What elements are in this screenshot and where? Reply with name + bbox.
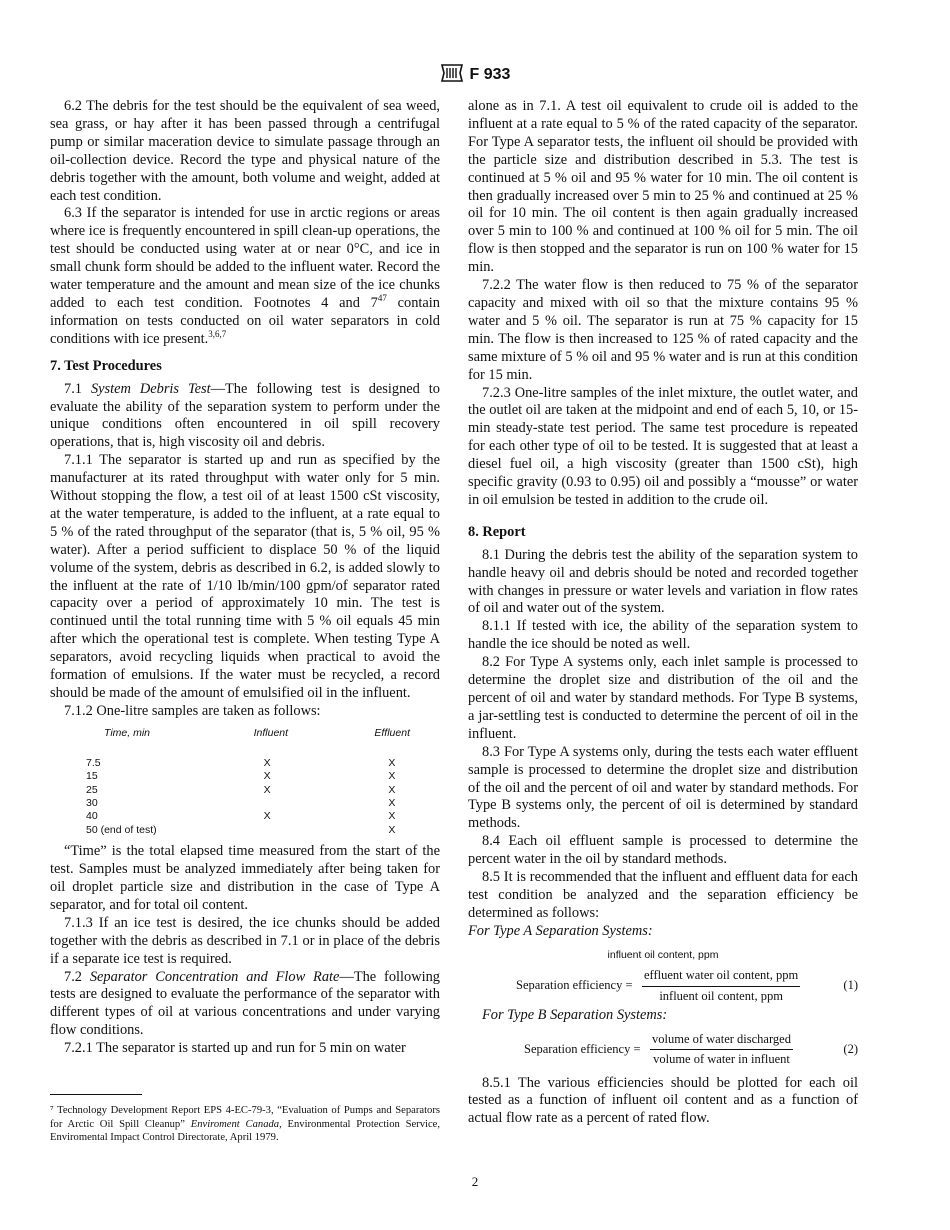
para-8-1: 8.1 During the debris test the ability of the separation system to handle heavy oil and debris should be noted and recorded together with changes in pressure or water levels and variation in flow rates of oil and water out of the system. [468, 546, 858, 617]
para-7-1-1: 7.1.1 The separator is started up and run as specified by the manufacturer at its rated throughput with water only for 5 min. Without stopping the flow, a test oil of at least 1500 cSt viscosity, at the water temperature, is added to the influent, at a rate equal to 5 % of the rated throughput of the separator (that is, 5 % oil, 95 % water). After a period sufficient to displace 50 % of the liquid volume of the system, debris as described in 6.2, is added slowly to the influent at the rate of 1/10 lb/min/100 gpm/of separator rated capacity over a period of approximately 10 min. The test is continued until the total running time with 5 % oil equals 45 min after which the operational test is complete. When testing Type A separators, avoid recycling liquids when practical to avoid the formation of emulsions. If the water must be recycled, a record should be made of the amount of emulsified oil in the influent. [50, 452, 440, 701]
astm-logo-icon [440, 63, 464, 83]
page-number: 2 [471, 1174, 479, 1189]
section-8-heading: 8. Report [468, 523, 526, 540]
para-8-5-1: 8.5.1 The various efficiencies should be plotted for each oil tested as a function of influent oil content and as a function of actual flow rate as a percent of rated flow. [468, 1074, 858, 1127]
para-7-2: 7.2 Separator Concentration and Flow Rate—The following tests are designed to evaluate the performance of the separator with different types of oil at various concentrations and under varying flow conditions. [50, 968, 440, 1039]
para-8-5: 8.5 It is recommended that the influent and effluent data for each test condition be analyzed and the separation efficiency be determined as follows: [468, 869, 858, 921]
equation-2-fraction [650, 1031, 793, 1070]
equation-2-number: (2) [843, 1041, 858, 1056]
table-row: 40 X X [86, 810, 396, 823]
right-column [468, 98, 858, 1128]
equation-2-denominator: volume of water in influent [653, 1052, 790, 1067]
designation: F 933 [469, 66, 511, 83]
equation-1-numerator: effluent water oil content, ppm [642, 967, 800, 987]
table-header-effluent: Effluent [374, 726, 410, 739]
table-row: 15 X X [86, 770, 396, 783]
table-header-influent: Influent [253, 726, 289, 739]
equation-1-denominator: influent oil content, ppm [659, 988, 783, 1003]
footnote-divider [50, 1094, 142, 1095]
para-7-1-3: 7.1.3 If an ice test is desired, the ice chunks should be added together with the debris as described in 7.1 or in place of the debris if a separate ice test is required. [50, 914, 440, 967]
left-column [50, 98, 440, 1058]
table-row: 30 X [86, 796, 396, 809]
para-6-2: 6.2 The debris for the test should be the equivalent of sea weed, sea grass, or hay after it has been passed through a centrifugal pump or similar maceration device to simulate passage through an oil-collection device. Record the type and physical nature of the debris together with the amount, both volume and weight, added at each test condition. [50, 98, 440, 204]
para-7-2-1-start: 7.2.1 The separator is started up and run for 5 min on water [64, 1040, 406, 1057]
table-row: 7.5 X X [86, 756, 396, 769]
para-8-1-1: 8.1.1 If tested with ice, the ability of the separation system to handle the ice should be noted as well. [468, 618, 858, 653]
equation-2-numerator: volume of water discharged [650, 1031, 793, 1051]
type-b-label: For Type B Separation Systems: [482, 1006, 668, 1023]
page-header [0, 63, 950, 84]
type-a-label: For Type A Separation Systems: [468, 922, 653, 939]
table-header-time: Time, min [104, 726, 150, 739]
para-8-3: 8.3 For Type A systems only, during the tests each water effluent sample is processed to determine the droplet size and distribution of the oil and the percent of oil and water by standard methods. For Type B systems only, the percent of oil is determined by standard methods. [468, 743, 858, 832]
equation-1 [468, 967, 858, 1003]
table-row: 25 X X [86, 783, 396, 796]
equation-2-lhs: Separation efficiency = [524, 1041, 641, 1056]
sample-table [50, 725, 410, 837]
para-7-2-1-cont: alone as in 7.1. A test oil equivalent to crude oil is added to the influent at a rate equal to 5 % of the rated capacity of the separator. For Type A separator tests, the influent oil should be provided with the particle size and distribution described in 5.3. The test is continued at 5 % oil and 95 % water for 10 min. The oil content is then gradually increased over 5 min to 25 % and continued at 25 % oil for 10 min. The oil content is then again gradually increased over 5 min to 100 % and continued at 100 % oil for 5 min. The oil flow is then stopped and the separator is run on 100 % water for 15 min. [468, 98, 858, 276]
para-7-1: 7.1 System Debris Test—The following test is designed to evaluate the ability of the separation system to perform under the unique conditions often encountered in oil spill recovery operations, that is, high viscosity oil and debris. [50, 380, 440, 451]
footnote-7: ⁷ Technology Development Report EPS 4-EC-79-3, “Evaluation of Pumps and Separators for Arctic Oil Spill Cleanup” Enviroment Canada, Environmental Protection Service, Enviromental Impact Control Directorate, April 1979. [50, 1105, 441, 1144]
para-7-2-2: 7.2.2 The water flow is then reduced to 75 % of the separator capacity and mixed with oil so that the mixture contains 95 % water and 5 % oil. The separator is run at 75 % capacity for 15 min. The flow is then increased to 125 % of rated capacity and the same mixture of 5 % oil and 95 % water and is run at this condition for 15 min. [468, 277, 858, 383]
table-row: 50 (end of test) X [86, 823, 396, 836]
equation-1-fraction [642, 967, 800, 1006]
para-7-2-3: 7.2.3 One-litre samples of the inlet mixture, the outlet water, and the outlet oil are taken at the midpoint and end of each 5, 10, or 15-min steady-state test period. The same test procedure is repeated for each other type of oil to be tested. It is suggested that at least a diesel fuel oil, a high viscosity (greater than 1500 cSt), high specific gravity (0.93 to 0.95) oil and possibly a “mousse” or water in oil emulsion be tested in addition to the crude oil. [468, 384, 858, 508]
equation-1-stray-label: influent oil content, ppm [607, 948, 719, 961]
table-header-row [50, 725, 410, 757]
section-7-heading: 7. Test Procedures [50, 357, 162, 374]
para-time-note: “Time” is the total elapsed time measured from the start of the test. Samples must be analyzed immediately after being taken for oil droplet particle size and distribution in the case of Type A separator, and for total oil content. [50, 843, 440, 913]
equation-1-lhs: Separation efficiency = [516, 977, 633, 992]
equation-2 [468, 1031, 858, 1067]
para-6-3: 6.3 If the separator is intended for use in arctic regions or areas where ice is frequently encountered in spill clean-up operations, the test should be conducted using water at or near 0°C, and ice in small chunk form should be added to the influent water. Record the water temperature and the amount and mean size of the ice chunks added to each test condition. Footnotes 4 and $7^{47}$ contain information on tests conducted on oil water separators in cold conditions with ice present.$^{3,6,7}$ [50, 205, 441, 347]
para-7-1-2: 7.1.2 One-litre samples are taken as follows: [64, 702, 321, 719]
para-8-2: 8.2 For Type A systems only, each inlet sample is processed to determine the droplet size and distribution of the oil and the percent of oil and water by standard methods. For Type B systems, a jar-settling test is conducted to determine the percent of oil in the influent. [468, 654, 858, 742]
equation-1-number: (1) [843, 977, 858, 992]
para-8-4: 8.4 Each oil effluent sample is processed to determine the percent water in the oil by standard methods. [468, 833, 858, 868]
